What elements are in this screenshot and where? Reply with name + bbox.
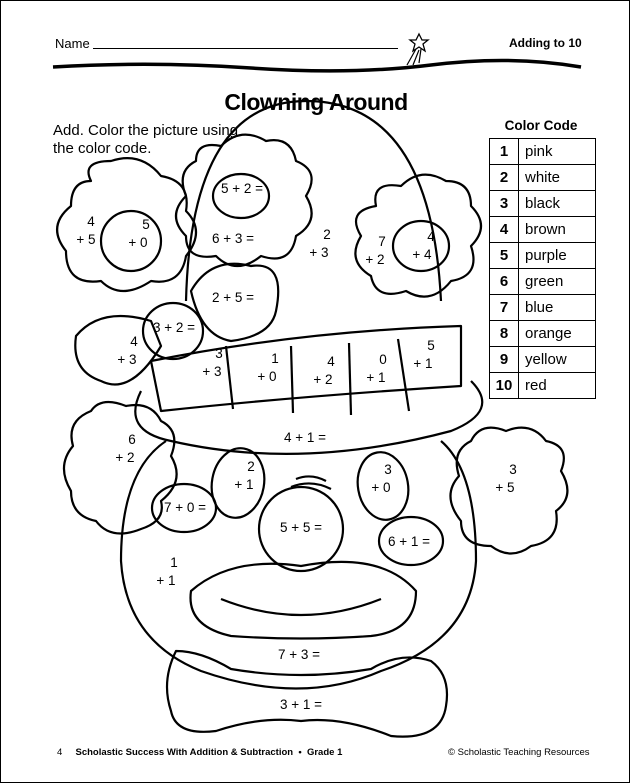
header-rule [53, 60, 581, 70]
color-code-color: brown [519, 217, 596, 243]
color-code-number: 6 [490, 269, 519, 295]
problem-hat-top: 5 + 2 = [220, 181, 264, 196]
color-code-number: 9 [490, 347, 519, 373]
color-code-row [490, 217, 596, 243]
color-code-table [489, 138, 596, 399]
color-code-number: 1 [490, 139, 519, 165]
problem-flower-right-a: 7 [378, 234, 386, 249]
problem-bow-center: 3 + 2 = [152, 320, 196, 335]
problem-flower-right-b: 4 [427, 229, 435, 244]
problem-face-left: + 1 [156, 573, 176, 588]
hair-left [64, 402, 177, 534]
problem-band-4: 0 [379, 352, 387, 367]
color-code-row [490, 243, 596, 269]
problem-face-left: 1 [170, 555, 178, 570]
instructions: Add. Color the picture using the color code. [53, 122, 239, 157]
problem-cheek-left: 7 + 0 = [163, 500, 207, 515]
bow-left [75, 316, 161, 384]
problem-hair-right: + 5 [495, 480, 515, 495]
topic-label: Adding to 10 [509, 36, 582, 50]
color-code-row [490, 347, 596, 373]
problem-band-5: 5 [427, 338, 435, 353]
problem-bow-left: 4 [130, 334, 138, 349]
footer-left [57, 747, 342, 758]
color-code-color: yellow [519, 347, 596, 373]
color-code-title: Color Code [504, 118, 578, 133]
problem-nose: 5 + 5 = [279, 520, 323, 535]
color-code-row [490, 295, 596, 321]
problem-band-5: + 1 [413, 356, 433, 371]
color-code-number: 5 [490, 243, 519, 269]
problem-eye-left: 2 [247, 459, 255, 474]
color-code-color: green [519, 269, 596, 295]
copyright: © Scholastic Teaching Resources [448, 747, 590, 758]
name-label: Name [55, 36, 90, 51]
problem-bow-left: + 3 [117, 352, 137, 367]
footer-separator: • [298, 747, 302, 758]
color-code-row [490, 165, 596, 191]
color-code-color: red [519, 373, 596, 399]
color-code-row [490, 191, 596, 217]
book-title: Scholastic Success With Addition & Subtraction [75, 747, 294, 758]
color-code-row [490, 373, 596, 399]
problem-hair-left: 6 [128, 432, 136, 447]
problem-flower-mid: 6 + 3 = [211, 231, 255, 246]
problem-bowtie: 3 + 1 = [279, 697, 323, 712]
problem-cheek-right: 6 + 1 = [387, 534, 431, 549]
problem-flower-left-b: 5 [142, 217, 150, 232]
problem-band-2: + 0 [257, 369, 277, 384]
problem-band-4: + 1 [366, 370, 386, 385]
color-code-number: 7 [490, 295, 519, 321]
grade-label: Grade 1 [306, 747, 343, 758]
color-code-number: 8 [490, 321, 519, 347]
problem-band-1: 3 [215, 346, 223, 361]
color-code-number: 3 [490, 191, 519, 217]
color-code-color: orange [519, 321, 596, 347]
problem-hair-right: 3 [509, 462, 517, 477]
problem-hat-dome: 2 [323, 227, 331, 242]
flower-right [355, 175, 481, 297]
problem-hat-dome: + 3 [309, 245, 329, 260]
problem-hair-left: + 2 [115, 450, 135, 465]
color-code-number: 2 [490, 165, 519, 191]
color-code-row [490, 269, 596, 295]
page-number: 4 [57, 747, 63, 758]
problem-flower-left-b: + 0 [128, 235, 148, 250]
problem-flower-right-b: + 4 [412, 247, 432, 262]
color-code-color: black [519, 191, 596, 217]
color-code-color: purple [519, 243, 596, 269]
problem-flower-left-a: 4 [87, 214, 95, 229]
color-code-row [490, 139, 596, 165]
bowtie [167, 651, 447, 737]
problem-band-1: + 3 [202, 364, 222, 379]
problem-band-3: 4 [327, 354, 335, 369]
problem-flower-right-a: + 2 [365, 252, 385, 267]
color-code-row [490, 321, 596, 347]
problem-brim: 4 + 1 = [283, 430, 327, 445]
color-code-number: 10 [490, 373, 519, 399]
star-icon [407, 34, 428, 65]
problem-eye-right: + 0 [371, 480, 391, 495]
problem-band-3: + 2 [313, 372, 333, 387]
color-code-color: blue [519, 295, 596, 321]
problem-leaf: 2 + 5 = [211, 290, 255, 305]
problem-flower-left-a: + 5 [76, 232, 96, 247]
page-title: Clowning Around [224, 89, 408, 115]
problem-eye-left: + 1 [234, 477, 254, 492]
color-code-number: 4 [490, 217, 519, 243]
color-code-color: white [519, 165, 596, 191]
problem-band-2: 1 [271, 351, 279, 366]
problem-eye-right: 3 [384, 462, 392, 477]
color-code-color: pink [519, 139, 596, 165]
problem-mouth: 7 + 3 = [277, 647, 321, 662]
